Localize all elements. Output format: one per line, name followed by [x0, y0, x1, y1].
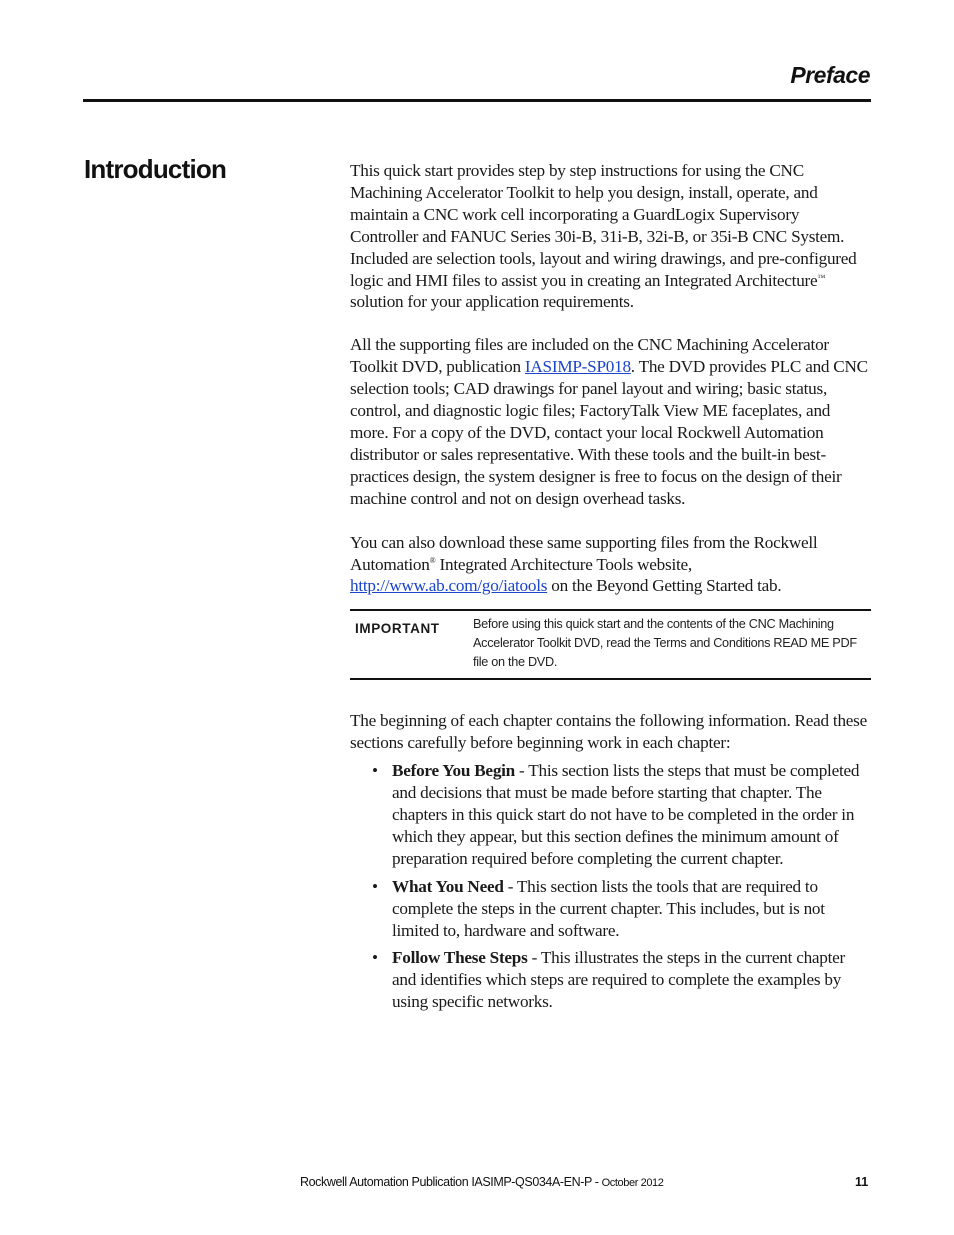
list-item	[350, 760, 871, 870]
dvd-text-a: All the supporting files are included on the CNC Machining Accelerator Toolkit DVD, publication	[350, 335, 829, 377]
download-text-a: You can also download these same supporting files from the Rockwell Automation	[350, 532, 818, 574]
header-rule	[83, 99, 871, 102]
trademark-symbol: ™	[817, 272, 825, 282]
body-column	[350, 160, 871, 1019]
footer-publication	[300, 1175, 663, 1189]
intro-text-a: This quick start provides step by step instructions for using the CNC Machining Accelerator Toolkit to help you design, install, operate, and maintain a CNC work cell incorporating a GuardLogix Supervisory Controller and FANUC Series 30i-B, 31i-B, 32i-B, or 35i-B CNC System. Included are selection tools, layout and wiring drawings, and pre-configured logic and HMI files to assist you in creating an Integrated Architecture	[350, 161, 857, 290]
footer-publication-text: Rockwell Automation Publication IASIMP-QS034A-EN-P -	[300, 1175, 602, 1189]
running-header-title: Preface	[790, 62, 870, 88]
important-text: Before using this quick start and the contents of the CNC Machining Accelerator Toolkit DVD, read the Terms and Conditions READ ME PDF file on the DVD.	[473, 617, 857, 669]
list-item-text: - This section lists the tools that are required to complete the steps in the current chapter. This includes, but is not limited to, hardware and software.	[392, 876, 825, 940]
list-item-term: What You Need	[392, 876, 504, 896]
footer-date: October 2012	[601, 1177, 664, 1189]
chapters-intro-paragraph: The beginning of each chapter contains the following information. Read these sections carefully before beginning work in each chapter:	[350, 711, 867, 753]
page-number: 11	[855, 1175, 869, 1189]
bullet-icon: •	[372, 761, 378, 781]
download-text-c: on the Beyond Getting Started tab.	[547, 576, 782, 596]
intro-paragraph	[350, 160, 871, 313]
list-item-text: - This section lists the steps that must be completed and decisions that must be made before starting that chapter. The chapters in this quick start do not have to be completed in the order in which they appear, but this section defines the minimum amount of preparation required before completing the current chapter.	[392, 761, 860, 868]
intro-text-b: solution for your application requirements.	[350, 292, 634, 312]
list-item-term: Follow These Steps	[392, 948, 528, 968]
iatools-link[interactable]: http://www.ab.com/go/iatools	[350, 576, 548, 596]
bullet-icon: •	[372, 948, 378, 968]
list-item	[350, 876, 871, 942]
download-paragraph	[350, 532, 871, 598]
section-title: Introduction	[84, 154, 227, 184]
dvd-paragraph	[350, 334, 871, 509]
registered-symbol: ®	[429, 555, 436, 565]
download-text-b: Integrated Architecture Tools website,	[435, 554, 692, 574]
important-notice	[350, 609, 871, 680]
important-label: IMPORTANT	[355, 621, 440, 637]
list-item	[350, 947, 871, 1013]
chapter-sections-list	[350, 760, 871, 1013]
list-item-term: Before You Begin	[392, 761, 515, 781]
list-item-text: - This illustrates the steps in the current chapter and identifies which steps are required to complete the examples by using specific networks.	[392, 948, 846, 1012]
dvd-text-b: . The DVD provides PLC and CNC selection tools; CAD drawings for panel layout and wiring; basic status, control, and diagnostic logic files; FactoryTalk View ME faceplates, and more. For a copy of the DVD, contact your local Rockwell Automation distributor or sales representative. With these tools and the built-in best-practices design, the system designer is free to focus on the design of their machine control and not on design overhead tasks.	[350, 357, 868, 508]
bullet-icon: •	[372, 876, 378, 896]
publication-link[interactable]: IASIMP-SP018	[524, 357, 631, 377]
